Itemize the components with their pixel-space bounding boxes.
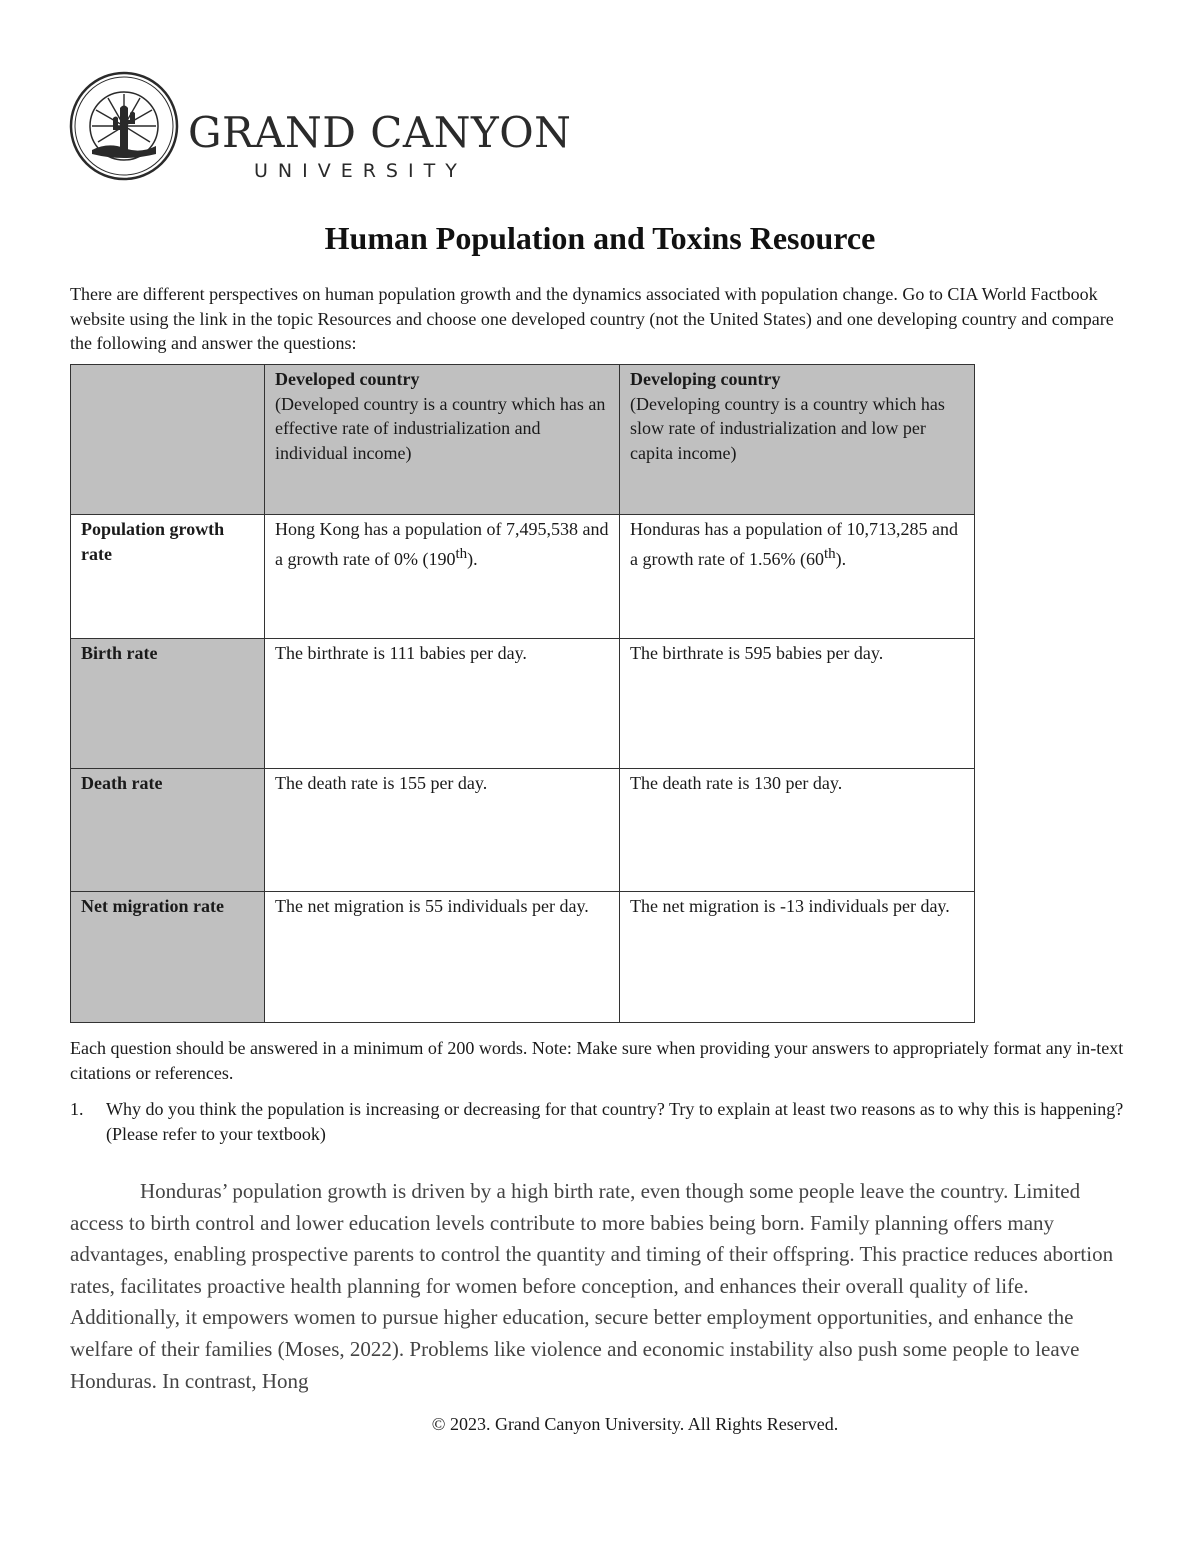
university-subtitle: UNIVERSITY	[254, 160, 467, 182]
university-name: GRAND CANYON	[188, 108, 572, 157]
cell-developed-birth: The birthrate is 111 babies per day.	[265, 639, 620, 769]
row-label-death-rate: Death rate	[71, 769, 265, 892]
row-label-birth-rate: Birth rate	[71, 639, 265, 769]
table-row	[71, 769, 975, 892]
cell-developing-birth: The birthrate is 595 babies per day.	[620, 639, 975, 769]
instructions-paragraph: Each question should be answered in a minimum of 200 words. Note: Make sure when providing your answers to appropriately format any in-text citations or references.	[70, 1038, 1124, 1083]
row-label-population-growth: Population growth rate	[71, 515, 265, 639]
header-blank-cell	[71, 365, 265, 515]
question-text: Why do you think the population is increasing or decreasing for that country? Try to explain at least two reasons as to why this is happening? (Please refer to your textbook)	[106, 1099, 1124, 1144]
question-item	[70, 1097, 1130, 1147]
cell-developed-death: The death rate is 155 per day.	[265, 769, 620, 892]
cell-developing-migration: The net migration is -13 individuals per day.	[620, 892, 975, 1023]
answer-paragraph: Honduras’ population growth is driven by a high birth rate, even though some people leave the country. Limited access to birth control and lower education levels contribute to more babies being born. Family planning offers many advantages, enabling prospective parents to control the quantity and timing of their offspring. This practice reduces abortion rates, facilitates proactive health planning for women before conception, and enhances their overall quality of life. Additionally, it empowers women to pursue higher education, secure better employment opportunities, and enhance the welfare of their families (Moses, 2022). Problems like violence and economic instability also push some people to leave Honduras. In contrast, Hong	[70, 1179, 1114, 1393]
row-label-net-migration: Net migration rate	[71, 892, 265, 1023]
cell-developed-migration: The net migration is 55 individuals per day.	[265, 892, 620, 1023]
table-row	[71, 515, 975, 639]
table-header-row	[71, 365, 975, 515]
intro-paragraph: There are different perspectives on human population growth and the dynamics associated with population change. Go to CIA World Factbook website using the link in the topic Resources and choose one developed country (not the United States) and one developing country and compare the following and answer the questions:	[70, 284, 1114, 353]
university-seal-icon	[68, 70, 180, 182]
university-logo	[68, 70, 572, 200]
developing-heading: Developing country	[630, 369, 781, 389]
page-title: Human Population and Toxins Resource	[324, 220, 876, 256]
cell-developing-population: Honduras has a population of 10,713,285 and a growth rate of 1.56% (60th).	[620, 515, 975, 639]
comparison-table	[70, 364, 975, 1023]
developed-description: (Developed country is a country which has an effective rate of industrialization and individual income)	[275, 393, 606, 463]
cell-developed-population: Hong Kong has a population of 7,495,538 and a growth rate of 0% (190th).	[265, 515, 620, 639]
table-row	[71, 639, 975, 769]
developed-heading: Developed country	[275, 369, 420, 389]
cell-developing-death: The death rate is 130 per day.	[620, 769, 975, 892]
copyright-footer: © 2023. Grand Canyon University. All Rights Reserved.	[431, 1414, 839, 1434]
header-developing-cell	[620, 365, 975, 515]
table-row	[71, 892, 975, 1023]
developing-description: (Developing country is a country which has slow rate of industrialization and low per capita income)	[630, 393, 945, 463]
header-developed-cell	[265, 365, 620, 515]
question-number: 1.	[70, 1099, 84, 1119]
